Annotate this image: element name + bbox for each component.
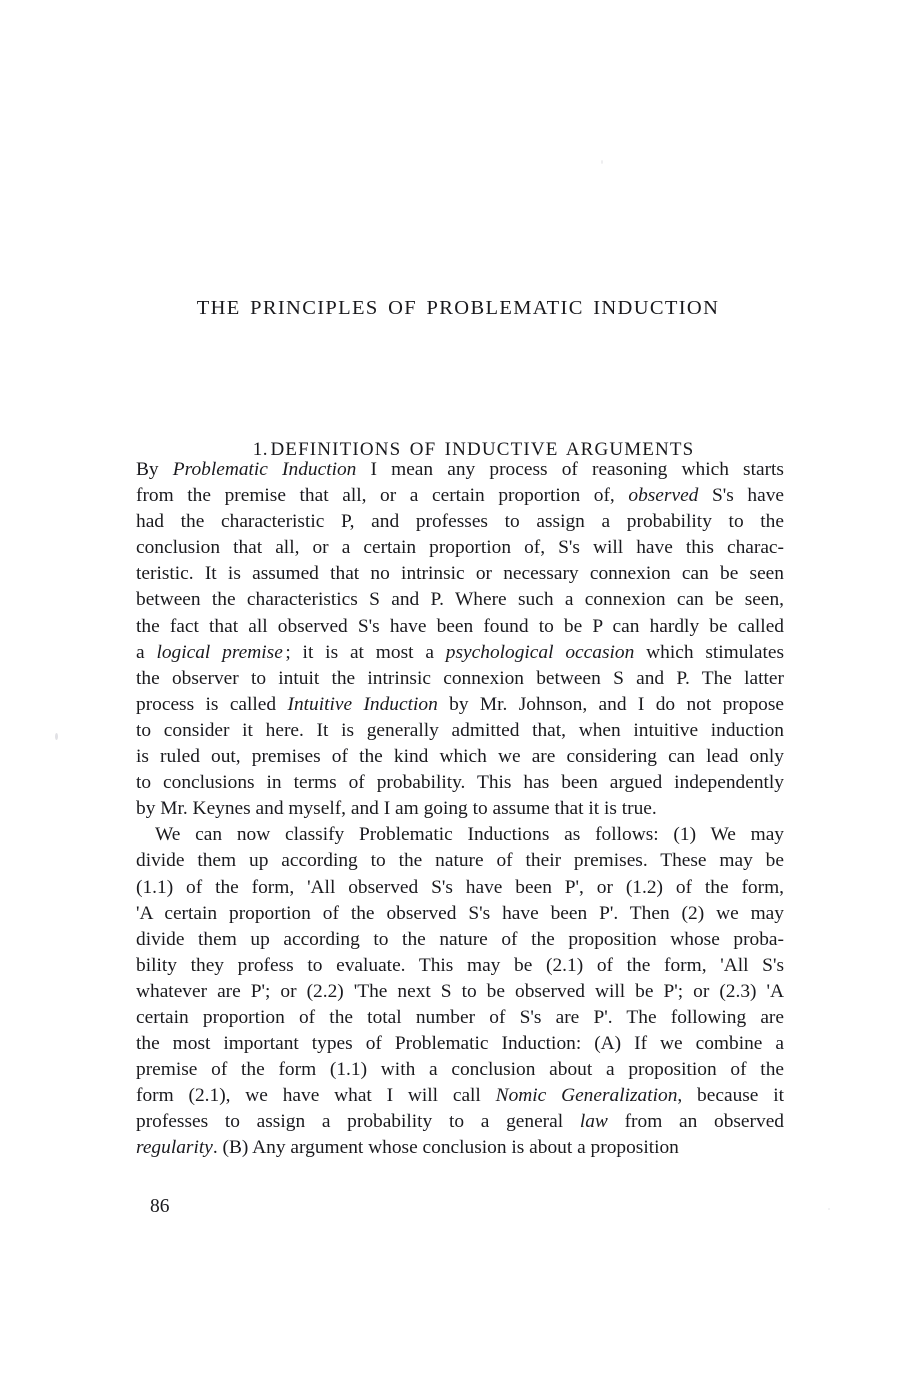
text-run: between the characteristics S and P. Where such a connexion can be seen,	[136, 589, 784, 611]
text-line	[136, 1083, 784, 1109]
text-line	[136, 744, 784, 770]
text-line	[136, 535, 784, 561]
text-line	[136, 692, 784, 718]
page-running-title: THE PRINCIPLES OF PROBLEMATIC INDUCTION	[196, 297, 720, 319]
text-run: professes to assign a probability to a general	[136, 1111, 580, 1133]
text-line	[136, 1031, 784, 1057]
scan-speck-icon	[601, 160, 603, 164]
text-run: conclusion that all, or a certain proportion of, S's will have this charac-	[136, 537, 784, 559]
italic-term: Problematic Induction	[172, 459, 357, 480]
text-line	[136, 509, 784, 535]
text-run: teristic. It is assumed that no intrinsic or necessary connexion can be seen	[136, 563, 784, 585]
text-run: By	[136, 459, 173, 480]
text-line	[136, 927, 784, 953]
italic-term: Intuitive Induction	[287, 693, 438, 715]
italic-term: law	[579, 1111, 608, 1133]
text-line	[136, 822, 784, 848]
text-line	[136, 640, 784, 666]
text-line	[136, 718, 784, 744]
body-text-block	[136, 457, 784, 1162]
text-line	[136, 457, 784, 483]
text-run: premise of the form (1.1) with a conclusion about a proposition of the	[136, 1059, 784, 1081]
text-run: We can now classify Problematic Inductions as follows: (1) We may	[155, 824, 784, 846]
text-line	[136, 796, 784, 822]
text-run: to conclusions in terms of probability. This has been argued independently	[136, 772, 784, 794]
text-run: I mean any process of reasoning which starts	[356, 459, 784, 480]
text-run: bility they profess to evaluate. This may be (2.1) of the form, 'All S's	[136, 954, 784, 976]
text-run: , because it	[677, 1085, 784, 1107]
text-run: a	[136, 641, 157, 663]
scan-speck-icon	[55, 733, 58, 740]
text-run: by Mr. Keynes and myself, and I am going to assume that it is true.	[136, 798, 657, 820]
text-line	[136, 561, 784, 587]
text-line	[136, 483, 784, 509]
text-run: S's have	[698, 485, 784, 507]
text-line	[136, 1109, 784, 1135]
italic-term: logical premise	[156, 641, 283, 663]
text-run: by Mr. Johnson, and I do not propose	[437, 693, 785, 715]
scan-speck-icon	[828, 1208, 830, 1210]
italic-term: regularity	[136, 1137, 213, 1159]
text-run: form (2.1), we have what I will call	[136, 1085, 496, 1107]
text-run: (1.1) of the form, 'All observed S's have been P', or (1.2) of the form,	[136, 876, 784, 898]
text-line	[136, 979, 784, 1005]
text-run: which stimulates	[634, 641, 784, 663]
text-run: from an observed	[607, 1111, 784, 1133]
text-line	[136, 666, 784, 692]
text-line	[136, 848, 784, 874]
text-run: to consider it here. It is generally admitted that, when intuitive induction	[136, 719, 784, 741]
section-number: 1.	[252, 439, 268, 460]
text-run: had the characteristic P, and professes to assign a probability to the	[136, 511, 784, 533]
text-run: 'A certain proportion of the observed S's have been P'. Then (2) we may	[136, 902, 784, 924]
text-line	[136, 587, 784, 613]
text-line	[136, 1057, 784, 1083]
italic-term: Nomic Generalization	[495, 1085, 678, 1107]
text-line	[136, 953, 784, 979]
text-run: process is called	[136, 693, 288, 715]
text-run: is ruled out, premises of the kind which we are considering can lead only	[136, 746, 784, 768]
text-line	[136, 770, 784, 796]
text-run: divide them up according to the nature of their premises. These may be	[136, 850, 784, 872]
section-title: DEFINITIONS OF INDUCTIVE ARGUMENTS	[270, 439, 695, 460]
text-run: whatever are P'; or (2.2) 'The next S to be observed will be P'; or (2.3) 'A	[136, 980, 784, 1002]
page-number: 86	[150, 1196, 170, 1217]
text-run: . (B) Any argument whose conclusion is about a proposition	[212, 1137, 679, 1159]
text-run: ; it is at most a	[285, 641, 446, 663]
text-run: divide them up according to the nature of the proposition whose proba-	[136, 928, 784, 950]
text-line	[136, 614, 784, 640]
text-line	[136, 1005, 784, 1031]
text-line	[136, 1135, 784, 1161]
italic-term: psychological occasion	[445, 641, 635, 663]
italic-term: observed	[628, 485, 699, 507]
text-line	[136, 901, 784, 927]
text-run: certain proportion of the total number of S's are P'. The following are	[136, 1006, 784, 1028]
text-line	[136, 875, 784, 901]
text-run: the observer to intuit the intrinsic connexion between S and P. The latter	[136, 667, 784, 689]
text-run: the fact that all observed S's have been found to be P can hardly be called	[136, 615, 784, 637]
text-run: from the premise that all, or a certain proportion of,	[136, 485, 629, 507]
text-run: the most important types of Problematic Induction: (A) If we combine a	[136, 1033, 784, 1055]
